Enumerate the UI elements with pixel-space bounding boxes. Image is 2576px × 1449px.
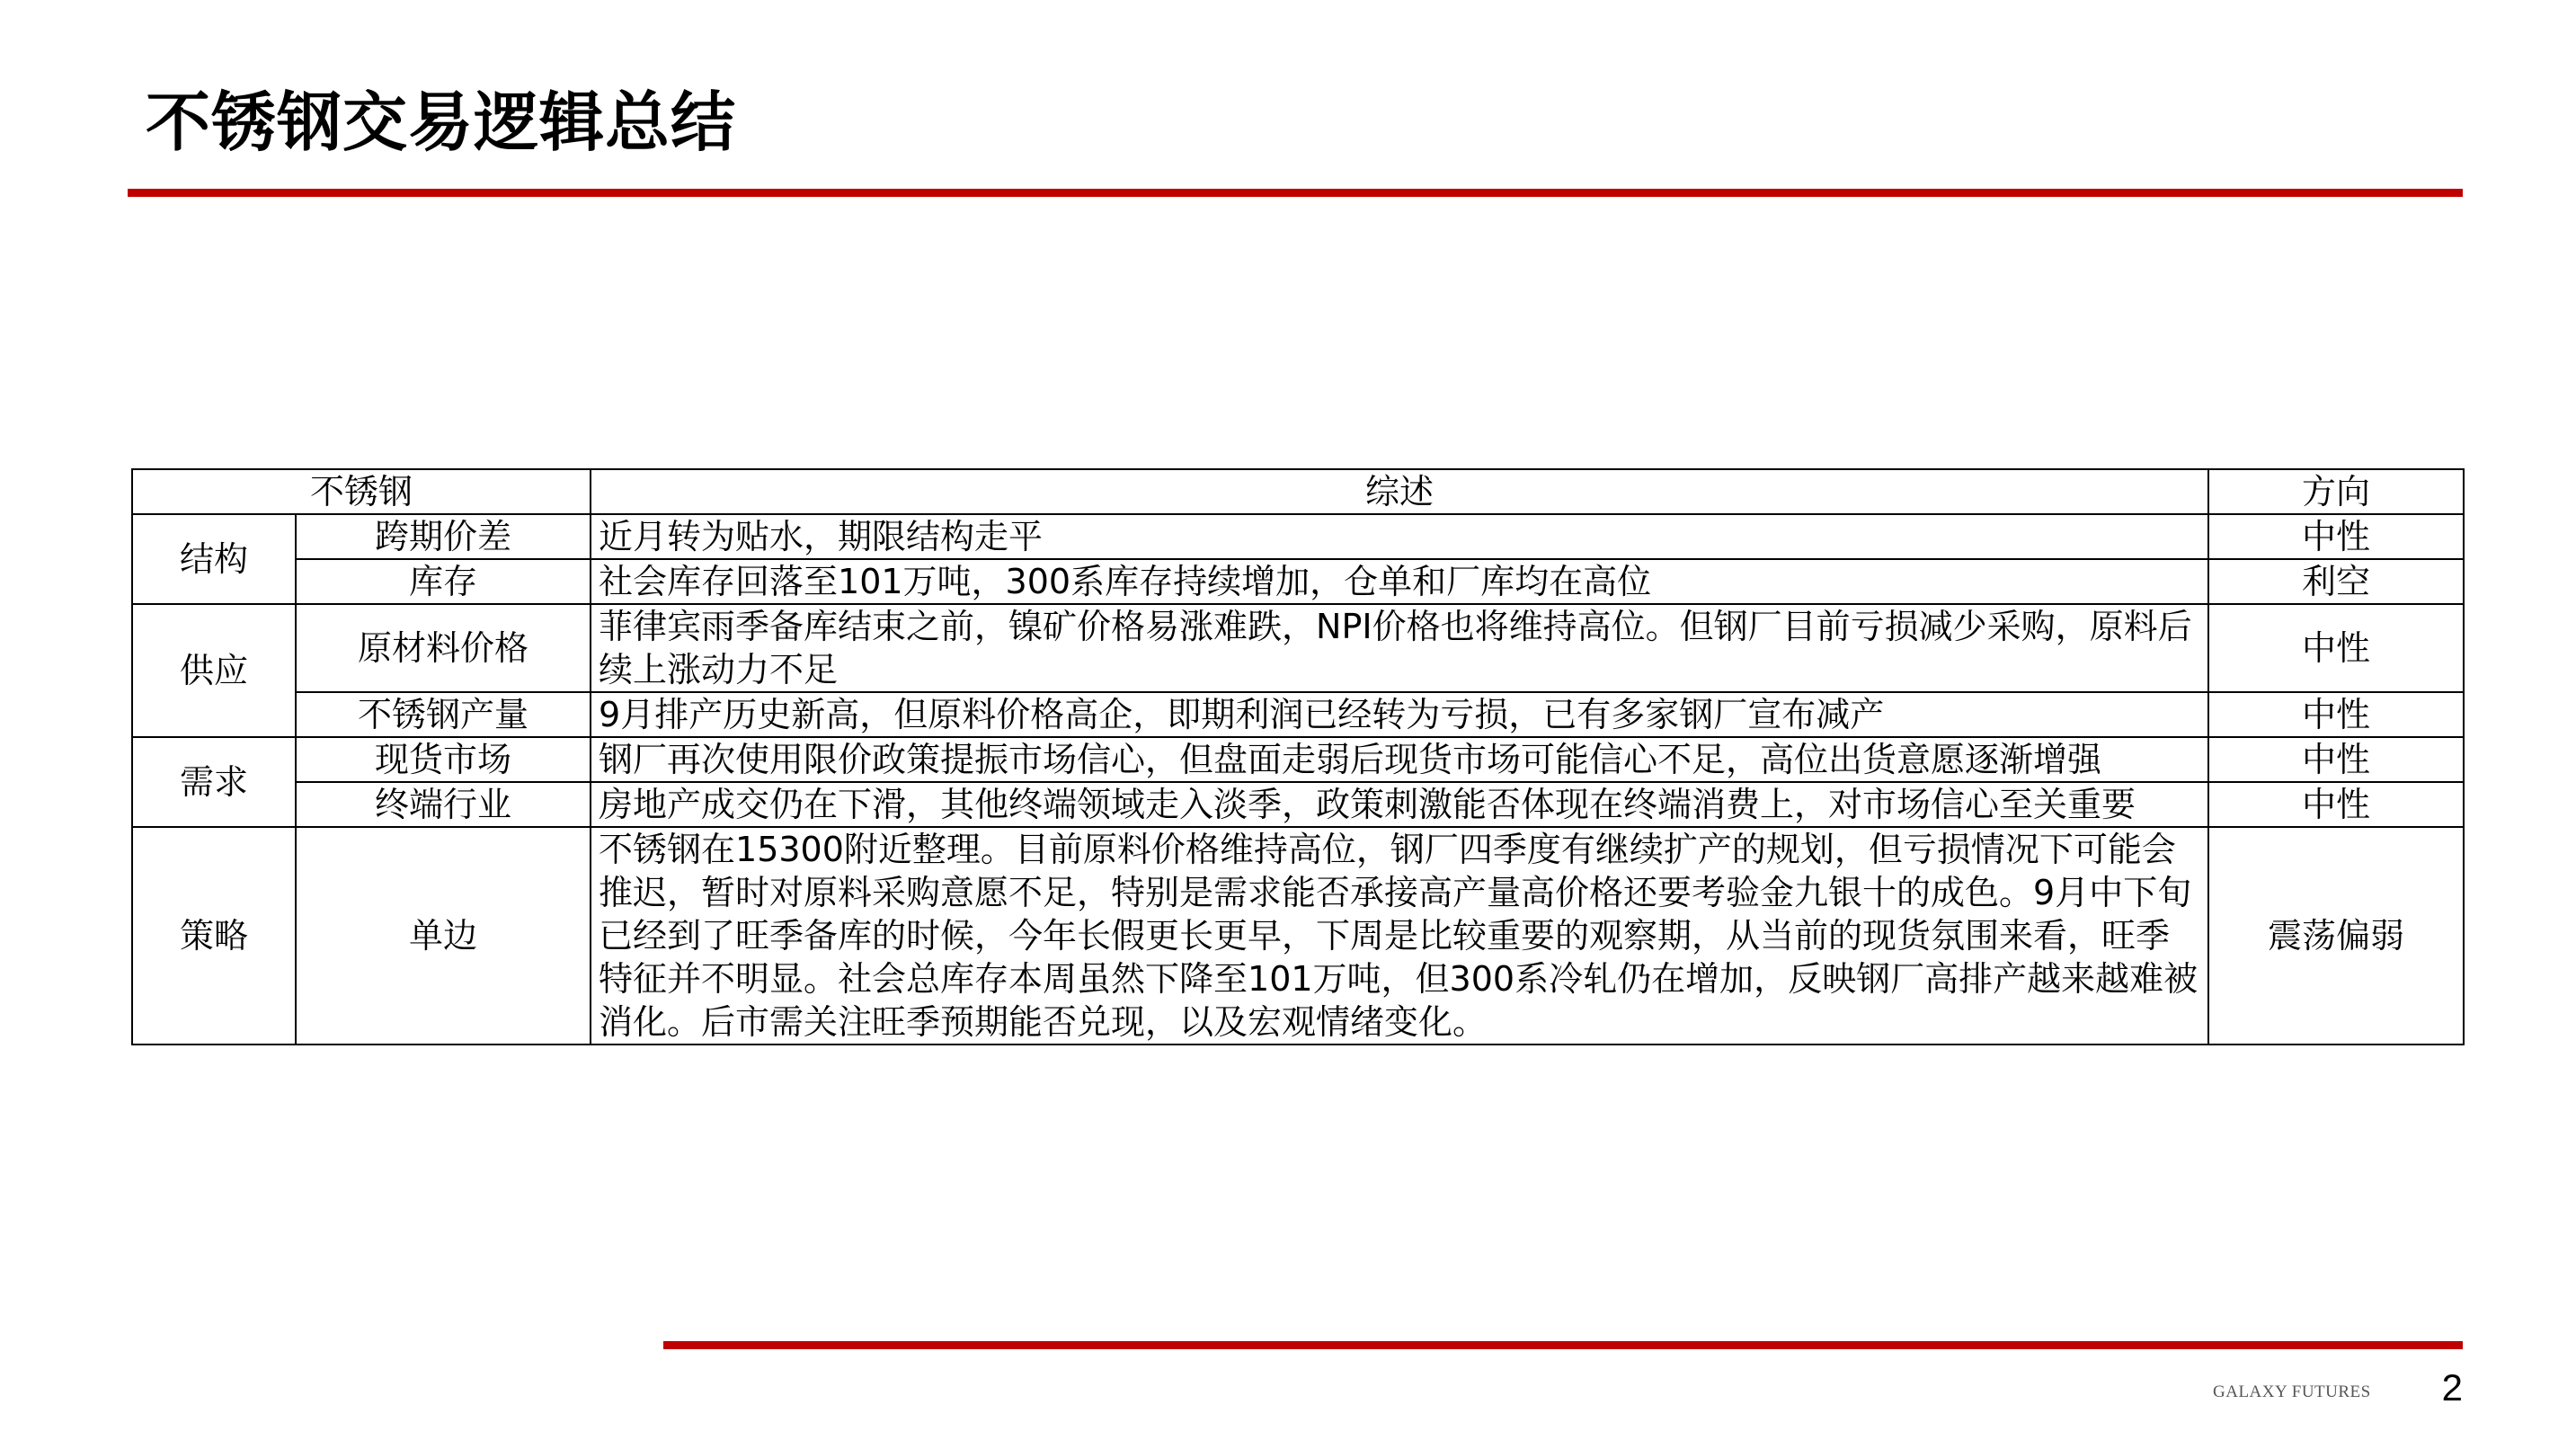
header-direction: 方向 — [2208, 469, 2464, 514]
summary-cell: 9月排产历史新高，但原料价格高企，即期利润已经转为亏损，已有多家钢厂宣布减产 — [591, 692, 2208, 737]
table-row — [132, 514, 2464, 559]
footer-rule — [663, 1341, 2463, 1349]
table-row — [132, 737, 2464, 782]
summary-cell: 不锈钢在15300附近整理。目前原料价格维持高位，钢厂四季度有继续扩产的规划，但亏损情况下可能会推迟，暂时对原料采购意愿不足，特别是需求能否承接高产量高价格还要考验金九银十的成色。9月中下旬已经到了旺季备库的时候，今年长假更长更早，下周是比较重要的观察期，从当前的现货氛围来看，旺季特征并不明显。社会总库存本周虽然下降至101万吨，但300系冷轧仍在增加，反映钢厂高排产越来越难被消化。后市需关注旺季预期能否兑现，以及宏观情绪变化。 — [591, 827, 2208, 1045]
summary-cell: 社会库存回落至101万吨，300系库存持续增加，仓单和厂库均在高位 — [591, 559, 2208, 604]
page-title: 不锈钢交易逻辑总结 — [146, 84, 737, 160]
direction-cell: 中性 — [2208, 782, 2464, 827]
item-cell: 原材料价格 — [296, 604, 591, 692]
item-cell: 不锈钢产量 — [296, 692, 591, 737]
category-cell: 结构 — [132, 514, 296, 604]
table-header-row — [132, 469, 2464, 514]
direction-cell: 中性 — [2208, 737, 2464, 782]
item-cell: 终端行业 — [296, 782, 591, 827]
summary-cell: 近月转为贴水，期限结构走平 — [591, 514, 2208, 559]
item-cell: 跨期价差 — [296, 514, 591, 559]
category-cell: 需求 — [132, 737, 296, 827]
title-underline — [128, 189, 2463, 197]
category-cell: 策略 — [132, 827, 296, 1045]
table-row — [132, 827, 2464, 1045]
direction-cell: 中性 — [2208, 604, 2464, 692]
page-number: 2 — [2441, 1366, 2463, 1409]
direction-cell: 利空 — [2208, 559, 2464, 604]
category-cell: 供应 — [132, 604, 296, 737]
direction-cell: 中性 — [2208, 692, 2464, 737]
summary-cell: 钢厂再次使用限价政策提振市场信心，但盘面走弱后现货市场可能信心不足，高位出货意愿逐渐增强 — [591, 737, 2208, 782]
summary-cell: 房地产成交仍在下滑，其他终端领域走入淡季，政策刺激能否体现在终端消费上，对市场信心至关重要 — [591, 782, 2208, 827]
item-cell: 现货市场 — [296, 737, 591, 782]
summary-cell: 菲律宾雨季备库结束之前，镍矿价格易涨难跌，NPI价格也将维持高位。但钢厂目前亏损减少采购，原料后续上涨动力不足 — [591, 604, 2208, 692]
item-cell: 库存 — [296, 559, 591, 604]
item-cell: 单边 — [296, 827, 591, 1045]
direction-cell: 震荡偏弱 — [2208, 827, 2464, 1045]
table-row — [132, 782, 2464, 827]
header-summary: 综述 — [591, 469, 2208, 514]
table-row — [132, 559, 2464, 604]
table-row — [132, 604, 2464, 692]
direction-cell: 中性 — [2208, 514, 2464, 559]
header-stainless: 不锈钢 — [132, 469, 591, 514]
summary-table — [131, 468, 2465, 1045]
table-row — [132, 692, 2464, 737]
footer-brand: GALAXY FUTURES — [2213, 1382, 2371, 1401]
